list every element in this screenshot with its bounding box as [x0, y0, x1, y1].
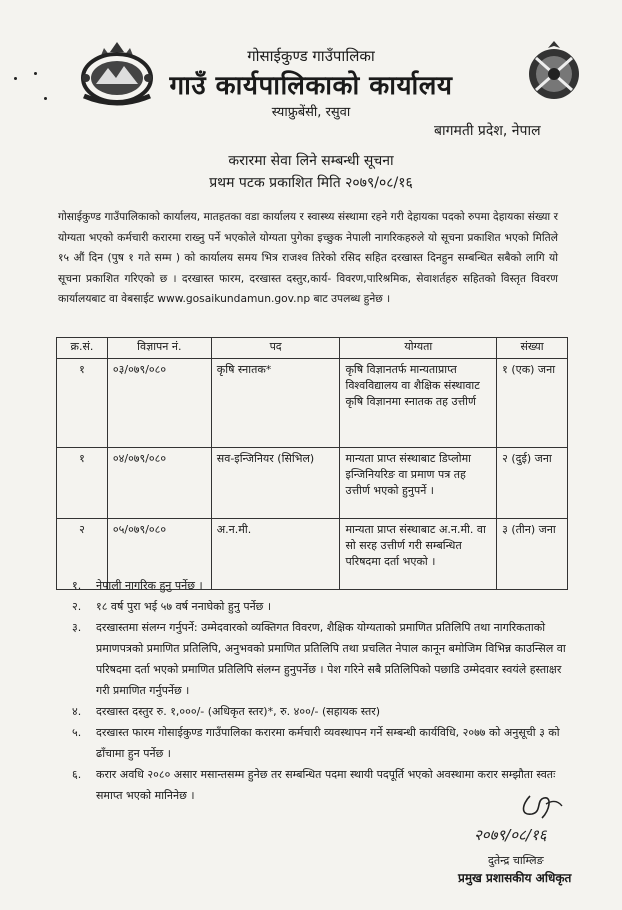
list-item [72, 617, 572, 701]
intro-paragraph: गोसाईकुण्ड गाउँपालिकाको कार्यालय, मातहतका वडा कार्यालय र स्वास्थ्य संस्थामा रहने गरी देहायका पदको रुपमा देहायका संख्या र योग्यता भएको कर्मचारी करारमा राख्नु पर्ने भएकोले योग्यता पुगेका इच्छुक नेपाली नागरिकहरुले यो सूचना प्रकाशित भएको मितिले १५ औं दिन (पुष १ गते सम्म ) को कार्यालय समय भित्र राजश्व तिरेको रसिद सहित दरखास्त दिनहुन सम्बन्धित सबैको लागि यो सूचना प्रकाशित गरिएको छ । दरखास्त फारम, दरखास्त दस्तुर,कार्य- विवरण,पारिश्रमिक, सेवाशर्तहरु सहितको विस्तृत विवरण कार्यालयबाट वा वेबसाईट www.gosaikundamun.gov.np बाट उपलब्ध हुनेछ । [58, 210, 558, 305]
header-post: पद [211, 338, 340, 359]
cell-qualification: मान्यता प्राप्त संस्थाबाट अ.न.मी. वा सो सरह उत्तीर्ण गरी सम्बन्धित परिषदमा दर्ता भएको । [340, 519, 497, 590]
vacancy-table [56, 337, 568, 590]
item-text: १८ वर्ष पुरा भई ५७ वर्ष ननाघेको हुनु पर्नेछ । [96, 600, 272, 613]
province-label: बागमती प्रदेश, नेपाल [434, 123, 541, 139]
office-name: गाउँ कार्यपालिकाको कार्यालय [169, 71, 453, 101]
office-address: स्याफ्रुबेंसी, रसुवा [271, 105, 351, 120]
table-row [57, 448, 568, 519]
item-number: २. [72, 600, 82, 613]
header-qualification: योग्यता [340, 338, 497, 359]
signature-date: २०७९/०८/१६ [474, 826, 547, 844]
table-row [57, 359, 568, 448]
signatory-title: प्रमुख प्रशासकीय अधिकृत [458, 871, 572, 885]
item-number: १. [72, 579, 82, 592]
item-text: दरखास्त दस्तुर रु. १,०००/- (अधिकृत स्तर)*, रु. ४००/- (सहायक स्तर) [96, 705, 381, 718]
cell-sn: २ [57, 519, 108, 590]
cell-qualification: कृषि विज्ञानतर्फ मान्यताप्राप्त विश्वविद्यालय वा शैक्षिक संस्थावाट कृषि विज्ञानमा स्नातक तह उत्तीर्ण [340, 359, 497, 448]
cell-count: १ (एक) जना [497, 359, 568, 448]
list-item [72, 596, 572, 617]
cell-count: २ (दुई) जना [497, 448, 568, 519]
item-number: ५. [72, 726, 82, 739]
list-item [72, 575, 572, 596]
cell-post: सव-इन्जिनियर (सिभिल) [211, 448, 340, 519]
item-text: दरखास्तमा संलग्न गर्नुपर्ने: उम्मेदवारको व्यक्तिगत विवरण, शैक्षिक योग्यताको प्रमाणित प्रतिलिपि तथा नागरिकताको प्रमाणपत्रको प्रमाणित प्रतिलिपि, अनुभवको प्रमाणित प्रतिलिपि तथा प्रचलित नेपाल कानून बमोजिम विभिन्न काउन्सिल वा परिषदमा दर्ता भएको प्रमाणित प्रतिलिपि संलग्न हुनुपर्नेछ । पेश गरिने सबै प्रतिलिपिको पछाडि उम्मेदवार स्वयंले हस्ताक्षर गरी प्रमाणित गर्नुपर्नेछ । [96, 621, 566, 697]
cell-adv-no: ०४/०७९/०८० [107, 448, 211, 519]
municipality-logo-icon [524, 38, 584, 104]
header-sn: क्र.सं. [57, 338, 108, 359]
item-text: नेपाली नागरिक हुनु पर्नेछ । [96, 579, 203, 592]
notice-heading [0, 150, 622, 194]
cell-sn: १ [57, 448, 108, 519]
list-item [72, 722, 572, 764]
published-date: प्रथम पटक प्रकाशित मिति २०७९/०८/१६ [209, 175, 413, 191]
cell-adv-no: ०५/०७९/०८० [107, 519, 211, 590]
item-number: ३. [72, 621, 82, 634]
cell-adv-no: ०३/०७९/०८० [107, 359, 211, 448]
cell-post: अ.न.मी. [211, 519, 340, 590]
cell-sn: १ [57, 359, 108, 448]
cell-count: ३ (तीन) जना [497, 519, 568, 590]
conditions-list [72, 575, 572, 806]
notice-title: करारमा सेवा लिने सम्बन्धी सूचना [228, 153, 394, 169]
list-item [72, 701, 572, 722]
signatory-name: दुतेन्द्र चाम्लिङ [488, 854, 544, 867]
municipality-name: गोसाईकुण्ड गाउँपालिका [247, 47, 375, 65]
signature-scribble-icon [472, 790, 582, 854]
header-count: संख्या [497, 338, 568, 359]
table-header-row [57, 338, 568, 359]
header-adv-no: विज्ञापन नं. [107, 338, 211, 359]
item-text: दरखास्त फारम गोसाईकुण्ड गाउँपालिका करारमा कर्मचारी व्यवस्थापन गर्ने सम्बन्धी कार्यविधि, २०७७ को अनुसूची ३ को ढाँचामा हुन पर्नेछ । [96, 726, 560, 760]
cell-post: कृषि स्नातक* [211, 359, 340, 448]
item-number: ६. [72, 768, 82, 781]
cell-qualification: मान्यता प्राप्त संस्थाबाट डिप्लोमा इन्जिनियरिङ वा प्रमाण पत्र तह उत्तीर्ण भएको हुनुपर्ने । [340, 448, 497, 519]
item-text: करार अवधि २०८० असार मसान्तसम्म हुनेछ तर सम्बन्धित पदमा स्थायी पदपूर्ति भएको अवस्थामा करार सम्झौता स्वतः समाप्त भएको मानिनेछ । [96, 768, 556, 802]
item-number: ४. [72, 705, 82, 718]
